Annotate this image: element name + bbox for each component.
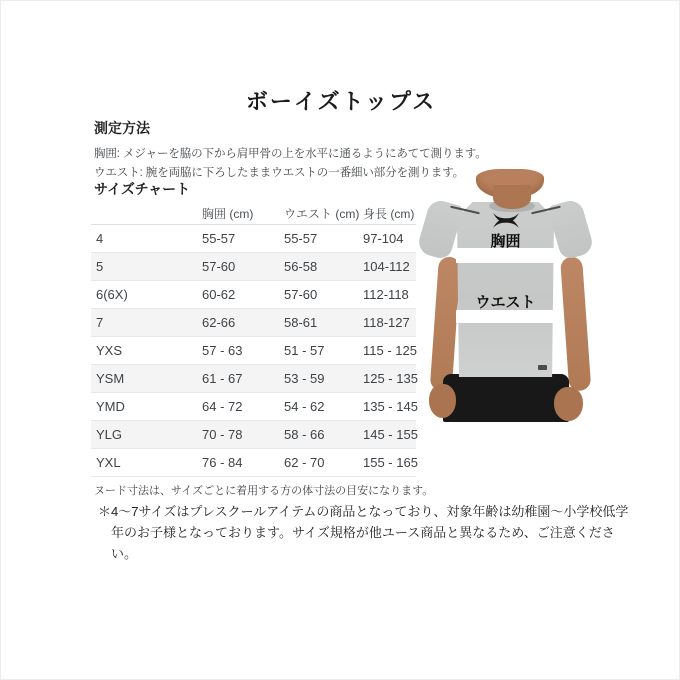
cell-height: 135 - 145 bbox=[363, 399, 418, 414]
cell-height: 145 - 155 bbox=[363, 427, 418, 442]
cell-waist: 51 - 57 bbox=[284, 343, 325, 358]
cell-size: YXS bbox=[96, 343, 123, 358]
cell-height: 155 - 165 bbox=[363, 455, 418, 470]
nude-size-note: ヌード寸法は、サイズごとに着用する方の体寸法の目安になります。 bbox=[94, 485, 434, 497]
cell-waist: 58 - 66 bbox=[284, 427, 325, 442]
cell-size: YMD bbox=[96, 399, 125, 414]
waist-band-label: ウエスト bbox=[475, 294, 536, 311]
cell-height: 112-118 bbox=[363, 287, 409, 302]
table-row bbox=[91, 449, 416, 477]
cell-height: 104-112 bbox=[363, 259, 410, 274]
cell-waist: 54 - 62 bbox=[284, 399, 325, 414]
header-waist: ウエスト (cm) bbox=[284, 207, 360, 221]
cell-chest: 64 - 72 bbox=[202, 399, 243, 414]
model-arm-left bbox=[430, 256, 461, 391]
cell-size: 5 bbox=[96, 259, 104, 274]
table-row bbox=[91, 225, 416, 253]
measurement-waist-line: ウエスト: 腕を両脇に下ろしたままウエストの一番細い部分を測ります。 bbox=[94, 167, 465, 179]
hem-logo-mark bbox=[538, 365, 547, 370]
cell-waist: 55-57 bbox=[284, 231, 318, 246]
cell-waist: 57-60 bbox=[284, 287, 318, 302]
cell-height: 125 - 135 bbox=[363, 371, 418, 386]
table-row bbox=[91, 309, 416, 337]
model-arm-right bbox=[560, 256, 591, 391]
cell-chest: 57-60 bbox=[202, 259, 236, 274]
model-shorts bbox=[443, 374, 569, 422]
size-chart-table bbox=[91, 203, 416, 477]
model-neck bbox=[493, 185, 531, 209]
measurement-heading: 測定方法 bbox=[94, 120, 150, 136]
cell-chest: 62-66 bbox=[202, 315, 236, 330]
model-fist-left bbox=[429, 384, 456, 418]
header-height: 身長 (cm) bbox=[363, 207, 415, 221]
cell-height: 97-104 bbox=[363, 231, 404, 246]
measurement-chest-line: 胸囲: メジャーを脇の下から肩甲骨の上を水平に通るようにあてて測ります。 bbox=[94, 148, 487, 160]
cell-chest: 55-57 bbox=[202, 231, 236, 246]
cell-waist: 56-58 bbox=[284, 259, 318, 274]
cell-size: 4 bbox=[96, 231, 104, 246]
cell-size: YLG bbox=[96, 427, 123, 442]
under-armour-logo-icon bbox=[493, 213, 519, 228]
cell-size: 6(6X) bbox=[96, 287, 128, 302]
table-header-row bbox=[91, 203, 416, 225]
model-tshirt-torso bbox=[457, 202, 554, 377]
table-row bbox=[91, 421, 416, 449]
cell-height: 115 - 125 bbox=[363, 343, 417, 358]
table-row bbox=[91, 253, 416, 281]
model-fist-right bbox=[554, 387, 583, 421]
cell-waist: 53 - 59 bbox=[284, 371, 325, 386]
table-row bbox=[91, 393, 416, 421]
size-chart-heading: サイズチャート bbox=[94, 181, 191, 197]
cell-chest: 60-62 bbox=[202, 287, 236, 302]
cell-size: YXL bbox=[96, 455, 121, 470]
page-title: ボーイズトップス bbox=[245, 89, 437, 114]
cell-size: YSM bbox=[96, 371, 125, 386]
cell-chest: 76 - 84 bbox=[202, 455, 243, 470]
cell-chest: 57 - 63 bbox=[202, 343, 243, 358]
cell-waist: 58-61 bbox=[284, 315, 318, 330]
header-chest: 胸囲 (cm) bbox=[202, 207, 254, 221]
cell-waist: 62 - 70 bbox=[284, 455, 325, 470]
cell-chest: 61 - 67 bbox=[202, 371, 243, 386]
preschool-size-note: ＊4～7サイズはプレスクールアイテムの商品となっており、対象年齢は幼稚園～小学校低学年のお子様となっております。サイズ規格が他ユース商品と異なるため、ご注意ください。 bbox=[98, 504, 629, 561]
table-row bbox=[91, 281, 416, 309]
table-row bbox=[91, 365, 416, 393]
model-photo bbox=[426, 169, 671, 427]
table-row bbox=[91, 337, 416, 365]
cell-height: 118-127 bbox=[363, 315, 410, 330]
cell-chest: 70 - 78 bbox=[202, 427, 243, 442]
chest-band-label: 胸囲 bbox=[490, 233, 521, 250]
cell-size: 7 bbox=[96, 315, 104, 330]
